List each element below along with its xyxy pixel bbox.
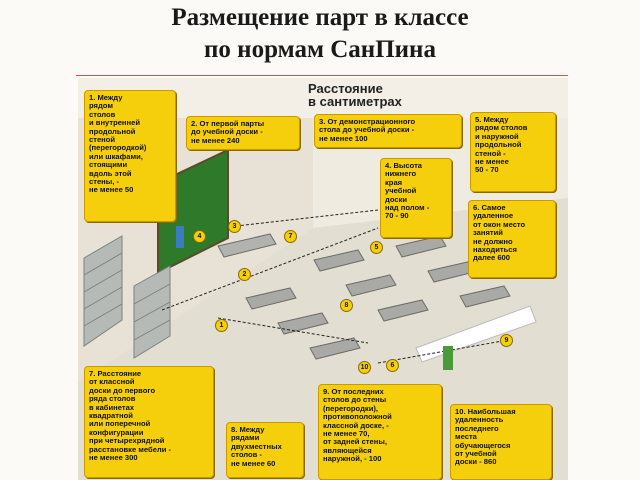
student-figure [443, 346, 453, 370]
callout-8: 8. Между рядами двухместных столов - не менее 60 [226, 422, 304, 478]
callout-1: 1. Между рядом столов и внутренней продольной стеной (перегородкой) или шкафами, стоящими вдоль этой стены, - не менее 50 [84, 90, 176, 222]
callout-5: 5. Между рядом столов и наружной продольной стеной - не менее 50 - 70 [470, 112, 556, 192]
diagram-heading [308, 82, 402, 108]
callout-6: 6. Самое удаленное от окон место занятий не должно находиться далее 600 [468, 200, 556, 278]
callout-9: 9. От последних столов до стены (перегородки), противоположной классной доске, - не менее 70, от задней стены, являющейся наружной, - 100 [318, 384, 442, 480]
callout-7: 7. Расстояние от классной доски до первого ряда столов в кабинетах квадратной или поперечной конфигурации при четырехрядной расстановке мебели - не менее 300 [84, 366, 214, 478]
teacher-figure [176, 226, 184, 248]
heading-line-2: в сантиметрах [308, 94, 402, 109]
callout-10: 10. Наибольшая удаленность последнего места обучающегося от учебной доски - 860 [450, 404, 552, 480]
heading-line-1: Расстояние [308, 81, 383, 96]
marker-8: 8 [340, 299, 353, 312]
marker-3: 3 [228, 220, 241, 233]
callout-2: 2. От первой парты до учебной доски - не менее 240 [186, 116, 300, 150]
marker-10: 10 [358, 361, 371, 374]
callout-4: 4. Высота нижнего края учебной доски над полом - 70 - 90 [380, 158, 452, 238]
marker-6: 6 [386, 359, 399, 372]
marker-1: 1 [215, 319, 228, 332]
callout-3: 3. От демонстрационного стола до учебной доски - не менее 100 [314, 114, 462, 148]
title-line-2: по нормам СанПина [204, 36, 436, 63]
classroom-diagram [78, 78, 568, 480]
marker-9: 9 [500, 334, 513, 347]
marker-5: 5 [370, 241, 383, 254]
marker-4: 4 [193, 230, 206, 243]
marker-2: 2 [238, 268, 251, 281]
title-divider [76, 75, 568, 76]
title-line-1: Размещение парт в классе [171, 4, 469, 31]
marker-7: 7 [284, 230, 297, 243]
